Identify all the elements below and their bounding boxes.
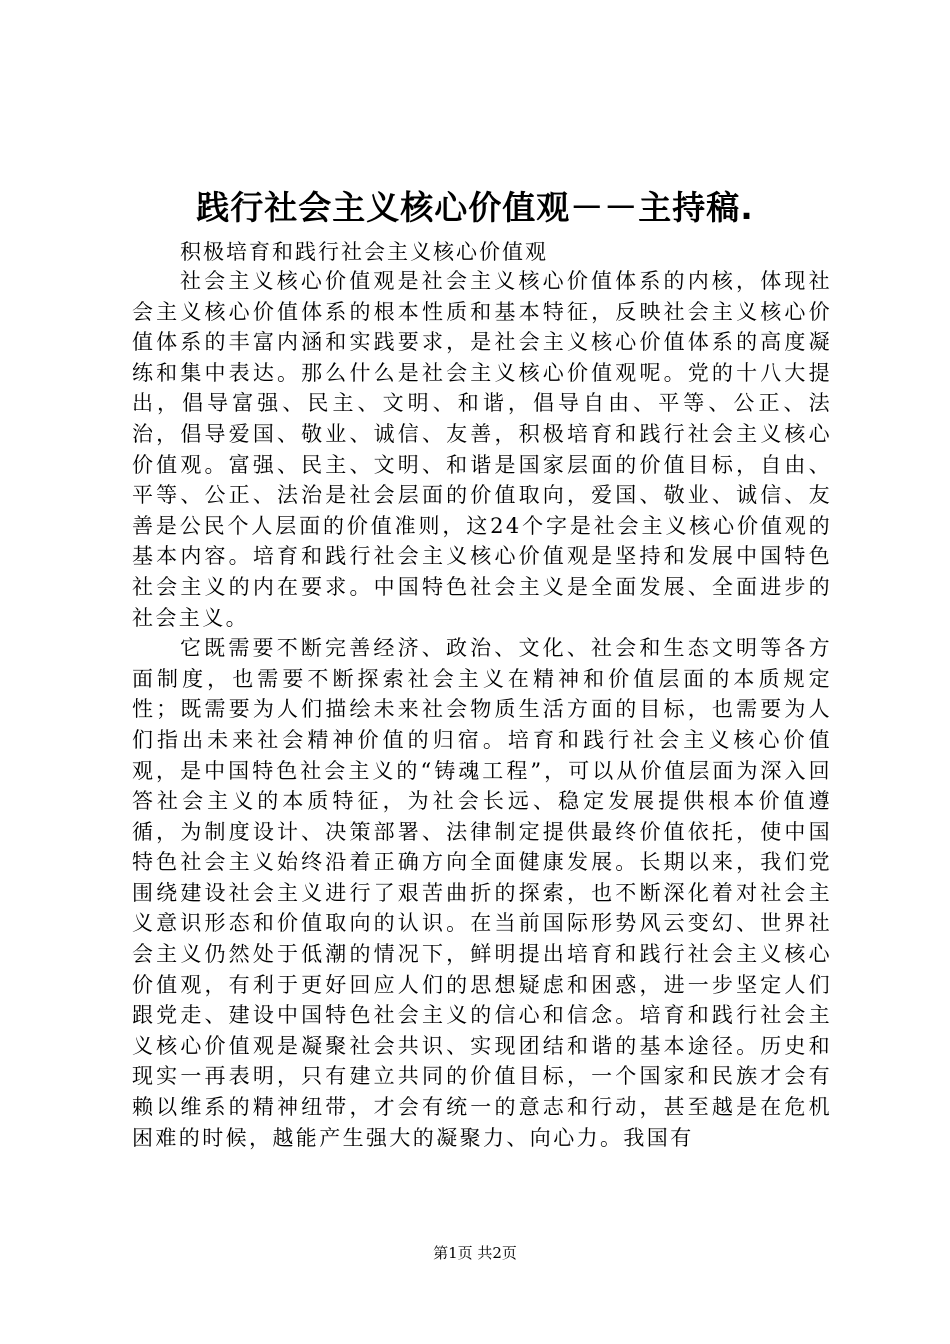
document-subtitle: 积极培育和践行社会主义核心价值观 (180, 240, 548, 264)
paragraph: 社会主义核心价值观是社会主义核心价值体系的内核，体现社会主义核心价值体系的根本性质和基本特征，反映社会主义核心价值体系的丰富内涵和实践要求，是社会主义核心价值体系的高度凝练和集中表达。那么什么是社会主义核心价值观呢。党的十八大提出，倡导富强、民主、文明、和谐，倡导自由、平等、公正、法治，倡导爱国、敬业、诚信、友善，积极培育和践行社会主义核心价值观。富强、民主、文明、和谐是国家层面的价值目标，自由、平等、公正、法治是社会层面的价值取向，爱国、敬业、诚信、友善是公民个人层面的价值准则，这24个字是社会主义核心价值观的基本内容。培育和践行社会主义核心价值观是坚持和发展中国特色社会主义的内在要求。中国特色社会主义是全面发展、全面进步的社会主义。 (132, 269, 832, 630)
paragraph: 它既需要不断完善经济、政治、文化、社会和生态文明等各方面制度，也需要不断探索社会主义在精神和价值层面的本质规定性；既需要为人们描绘未来社会物质生活方面的目标，也需要为人们指出未来社会精神价值的归宿。培育和践行社会主义核心价值观，是中国特色社会主义的“铸魂工程”，可以从价值层面为深入回答社会主义的本质特征，为社会长远、稳定发展提供根本价值遵循，为制度设计、决策部署、法律制定提供最终价值依托，使中国特色社会主义始终沿着正确方向全面健康发展。长期以来，我们党围绕建设社会主义进行了艰苦曲折的探索，也不断深化着对社会主义意识形态和价值取向的认识。在当前国际形势风云变幻、世界社会主义仍然处于低潮的情况下，鲜明提出培育和践行社会主义核心价值观，有利于更好回应人们的思想疑虑和困惑，进一步坚定人们跟党走、建设中国特色社会主义的信心和信念。培育和践行社会主义核心价值观是凝聚社会共识、实现团结和谐的基本途径。历史和现实一再表明，只有建立共同的价值目标，一个国家和民族才会有赖以维系的精神纽带，才会有统一的意志和行动，甚至越是在危机困难的时候，越能产生强大的凝聚力、向心力。我国有 (132, 636, 832, 1150)
page-number: 第1页 共2页 (433, 1244, 517, 1262)
document-body (132, 266, 832, 1153)
document-title: 践行社会主义核心价值观－－主持稿. (196, 188, 754, 227)
